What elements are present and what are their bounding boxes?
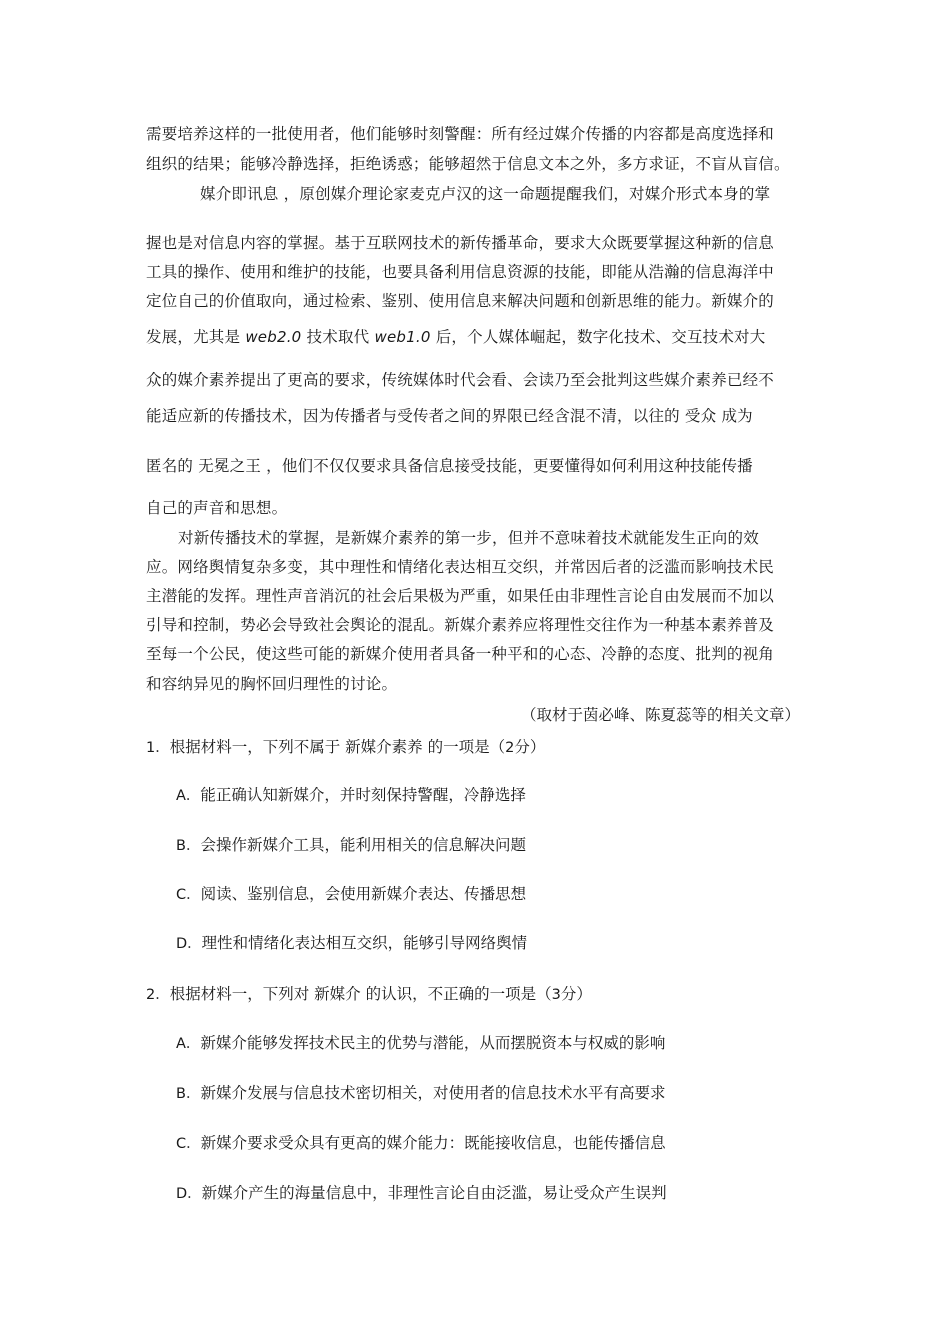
passage-line: 定位自己的价值取向，通过检索、鉴别、使用信息来解决问题和创新思维的能力。新媒介的 <box>146 292 775 310</box>
option-letter: D． <box>176 936 202 952</box>
option-d[interactable] <box>176 1183 667 1204</box>
option-c[interactable] <box>176 884 526 905</box>
passage-line: 主潜能的发挥。理性声音消沉的社会后果极为严重，如果任由非理性言论自由发展而不加以 <box>146 587 775 605</box>
passage-line: 工具的操作、使用和维护的技能，也要具备利用信息资源的技能，即能从浩瀚的信息海洋中 <box>146 263 775 281</box>
question-number: 2． <box>146 987 170 1003</box>
question-score-suffix: 分） <box>560 985 592 1003</box>
option-letter: B． <box>176 1086 201 1102</box>
passage-text: 发展，尤其是 <box>146 328 241 346</box>
option-text: 新媒介能够发挥技术民主的优势与潜能，从而摆脱资本与权威的影响 <box>200 1034 666 1052</box>
option-text: 理性和情绪化表达相互交织，能够引导网络舆情 <box>201 934 528 952</box>
option-text: 新媒介要求受众具有更高的媒介能力：既能接收信息，也能传播信息 <box>200 1134 666 1152</box>
passage-line: 匿名的 无冕之王 ，他们不仅仅要求具备信息接受技能，更要懂得如何利用这种技能传播 <box>146 457 753 475</box>
passage-line: 能适应新的传播技术，因为传播者与受传者之间的界限已经含混不清，以往的 受众 成为 <box>146 407 753 425</box>
passage-line: 众的媒介素养提出了更高的要求，传统媒体时代会看、会读乃至会批判这些媒介素养已经不 <box>146 371 775 389</box>
option-text: 新媒介产生的海量信息中，非理性言论自由泛滥，易让受众产生误判 <box>201 1184 667 1202</box>
passage-text: 技术取代 <box>306 328 370 346</box>
passage-line: 对新传播技术的掌握，是新媒介素养的第一步，但并不意味着技术就能发生正向的效 <box>178 529 759 547</box>
passage-line: 握也是对信息内容的掌握。基于互联网技术的新传播革命，要求大众既要掌握这种新的信息 <box>146 234 775 252</box>
web1-term: web1.0 <box>374 328 431 346</box>
passage-line: 至每一个公民，使这些可能的新媒介使用者具备一种平和的心态、冷静的态度、批判的视角 <box>146 645 775 663</box>
option-b[interactable] <box>176 1083 665 1104</box>
web2-term: web2.0 <box>245 328 302 346</box>
option-a[interactable] <box>176 1033 665 1054</box>
passage-line: 引导和控制，势必会导致社会舆论的混乱。新媒介素养应将理性交往作为一种基本素养普及 <box>146 616 775 634</box>
option-text: 新媒介发展与信息技术密切相关，对使用者的信息技术水平有高要求 <box>200 1084 666 1102</box>
option-c[interactable] <box>176 1133 666 1154</box>
option-letter: A． <box>176 1036 201 1052</box>
question-number: 1． <box>146 740 170 756</box>
passage-line <box>146 327 765 347</box>
passage-line: 自己的声音和思想。 <box>146 499 288 517</box>
option-text: 阅读、鉴别信息，会使用新媒介表达、传播思想 <box>200 885 527 903</box>
option-letter: A． <box>176 788 201 804</box>
question-2 <box>146 984 592 1005</box>
option-letter: D． <box>176 1186 202 1202</box>
question-1 <box>146 737 545 758</box>
passage-line: 媒介即讯息 ，原创媒介理论家麦克卢汉的这一命题提醒我们，对媒介形式本身的掌 <box>200 185 771 203</box>
question-stem: 根据材料一，下列对 新媒介 的认识，不正确的一项是（ <box>169 985 552 1003</box>
source-citation: （取材于茵必峰、陈夏蕊等的相关文章） <box>520 706 800 724</box>
option-text: 会操作新媒介工具，能利用相关的信息解决问题 <box>200 836 526 854</box>
option-letter: C． <box>176 1136 201 1152</box>
option-b[interactable] <box>176 835 526 856</box>
passage-line: 和容纳异见的胸怀回归理性的讨论。 <box>146 675 398 693</box>
passage-line: 应。网络舆情复杂多变，其中理性和情绪化表达相互交织，并常因后者的泛滥而影响技术民 <box>146 558 775 576</box>
question-stem: 根据材料一，下列不属于 新媒介素养 的一项是（ <box>169 738 506 756</box>
option-text: 能正确认知新媒介，并时刻保持警醒，冷静选择 <box>200 786 526 804</box>
question-score: 3 <box>551 987 561 1003</box>
option-a[interactable] <box>176 785 526 806</box>
option-d[interactable] <box>176 933 527 954</box>
passage-line: 组织的结果；能够冷静选择，拒绝诱惑；能够超然于信息文本之外，多方求证，不盲从盲信。 <box>146 155 790 173</box>
passage-text: 后，个人媒体崛起，数字化技术、交互技术对大 <box>435 328 766 346</box>
option-letter: C． <box>176 887 201 903</box>
option-letter: B． <box>176 838 201 854</box>
passage-line: 需要培养这样的一批使用者，他们能够时刻警醒：所有经过媒介传播的内容都是高度选择和 <box>146 125 775 143</box>
question-score: 2 <box>505 740 515 756</box>
question-score-suffix: 分） <box>514 738 546 756</box>
